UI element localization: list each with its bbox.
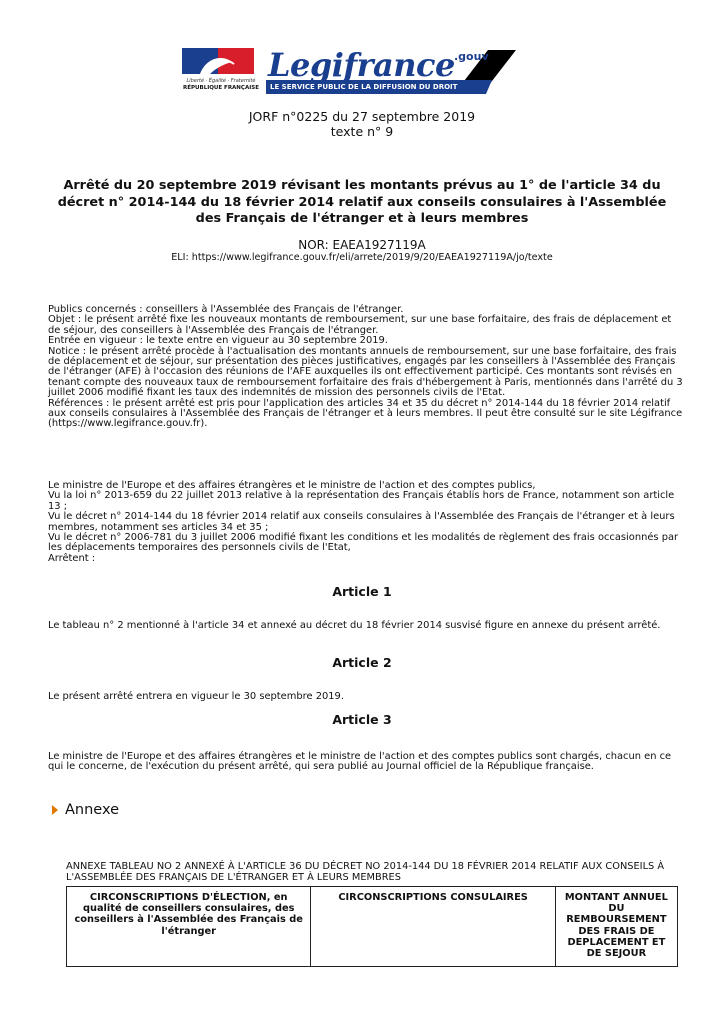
objet: Objet : le présent arrêté fixe les nouveaux montants de remboursement, sur une base forfaitaire, des frais de déplacement et de séjour, des conseillers à l'Assemblée des Français de l'étranger. [48,314,672,336]
annexe-caption: ANNEXE TABLEAU NO 2 ANNEXÉ À L'ARTICLE 36 DU DÉCRET NO 2014-144 DU 18 FÉVRIER 2014 RELATIF AUX CONSEILS À L'ASSEMBLÉE DES FRANÇAIS DE L'ÉTRANGER ET À LEURS MEMBRES [66,861,665,883]
annexe-heading: Annexe [65,802,120,818]
visa-decret-2006: Vu le décret n° 2006-781 du 3 juillet 2006 modifié fixant les conditions et les modalités de règlement des frais occasionnés par les déplacements temporaires des personnels civils de l'Etat, [48,532,679,554]
article-1-heading: Article 1 [332,584,392,599]
article-3-heading: Article 3 [332,712,392,727]
legifrance-logo [170,44,535,104]
article-3-text: Le ministre de l'Europe et des affaires étrangères et le ministre de l'action et des comptes publics sont chargés, chacun en ce qui le concerne, de l'exécution du présent arrêté, qui sera publié au Journal officiel de la République française. [48,751,672,773]
publics-concernes: Publics concernés : conseillers à l'Assemblée des Français de l'étranger. [48,304,404,315]
table-header-row [67,887,678,967]
logo-tagline: LE SERVICE PUBLIC DE LA DIFFUSION DU DROIT [270,83,458,91]
column-header-circonscriptions-election: CIRCONSCRIPTIONS D'ÉLECTION, en qualité de conseillers consulaires, des conseillers à l'Assemblée des Français de l'étranger [67,887,311,967]
visas-block [48,481,684,564]
visa-decret-2014: Vu le décret n° 2014-144 du 18 février 2014 relatif aux conseils consulaires à l'Assemblée des Français de l'étranger et à leurs membres, notamment ses articles 34 et 35 ; [48,511,675,533]
document-title: Arrêté du 20 septembre 2019 révisant les montants prévus au 1° de l'article 34 du décret n° 2014-144 du 18 février 2014 relatif aux conseils consulaires à l'Assemblée des Français de l'étranger et à leurs membres [57,178,667,226]
notice-text: Notice : le présent arrêté procède à l'actualisation des montants annuels de remboursement, sur une base forfaitaire, des frais de déplacement et de séjour, sur présentation des pièces justificatives, engagés par les conseillers à l'Assemblée des Français de l'étranger (AFE) à l'occasion des réunions de l'AFE auxquelles ils ont effectivement participé. Ces montants sont révisés en tenant compte des nouveaux taux de remboursement forfaitaire des frais d'hébergement à Paris, mentionnés dans l'arrêté du 3 juillet 2006 modifié fixant les taux des indemnités de mission des personnels civils de l'Etat. [48,345,683,399]
article-1-text: Le tableau n° 2 mentionné à l'article 34 et annexé au décret du 18 février 2014 susvisé figure en annexe du présent arrêté. [48,620,661,631]
annexe-table [66,886,678,967]
article-2-text: Le présent arrêté entrera en vigueur le 30 septembre 2019. [48,691,344,702]
references: Références : le présent arrêté est pris pour l'application des articles 34 et 35 du décret n° 2014-144 du 18 février 2014 relatif aux conseils consulaires à l'Assemblée des Français de l'étranger et à leurs membres. Il peut être consulté sur le site Légifrance (https://www.legifrance.gouv.fr). [48,397,683,430]
caret-right-icon [52,805,58,815]
entree-en-vigueur: Entrée en vigueur : le texte entre en vigueur au 30 septembre 2019. [48,335,388,347]
notice-block [48,305,684,430]
legifrance-brand: Legifrance [268,46,455,84]
column-header-montant-annuel: MONTANT ANNUEL DU REMBOURSEMENT DES FRAIS DE DEPLACEMENT ET DE SEJOUR [555,887,677,967]
column-header-circonscriptions-consulaires: CIRCONSCRIPTIONS CONSULAIRES [311,887,555,967]
republic-motto: Liberté · Égalité · Fraternité [186,78,256,84]
article-2-heading: Article 2 [332,655,392,670]
ministers-line: Le ministre de l'Europe et des affaires étrangères et le ministre de l'action et des comptes publics, [48,480,536,491]
visa-loi: Vu la loi n° 2013-659 du 22 juillet 2013 relative à la représentation des Français établis hors de France, notamment son article 13 ; [48,490,675,512]
republic-name: RÉPUBLIQUE FRANÇAISE [183,85,259,91]
eli-link[interactable]: ELI: https://www.legifrance.gouv.fr/eli/arrete/2019/9/20/EAEA1927119A/jo/texte [171,252,553,263]
texte-number: texte n° 9 [330,124,394,139]
annexe-toggle[interactable] [52,802,119,818]
gouv-suffix: .gouv [454,50,489,63]
jorf-reference: JORF n°0225 du 27 septembre 2019 [248,109,476,124]
nor-reference: NOR: EAEA1927119A [298,238,426,252]
arretent: Arrêtent : [48,552,96,564]
